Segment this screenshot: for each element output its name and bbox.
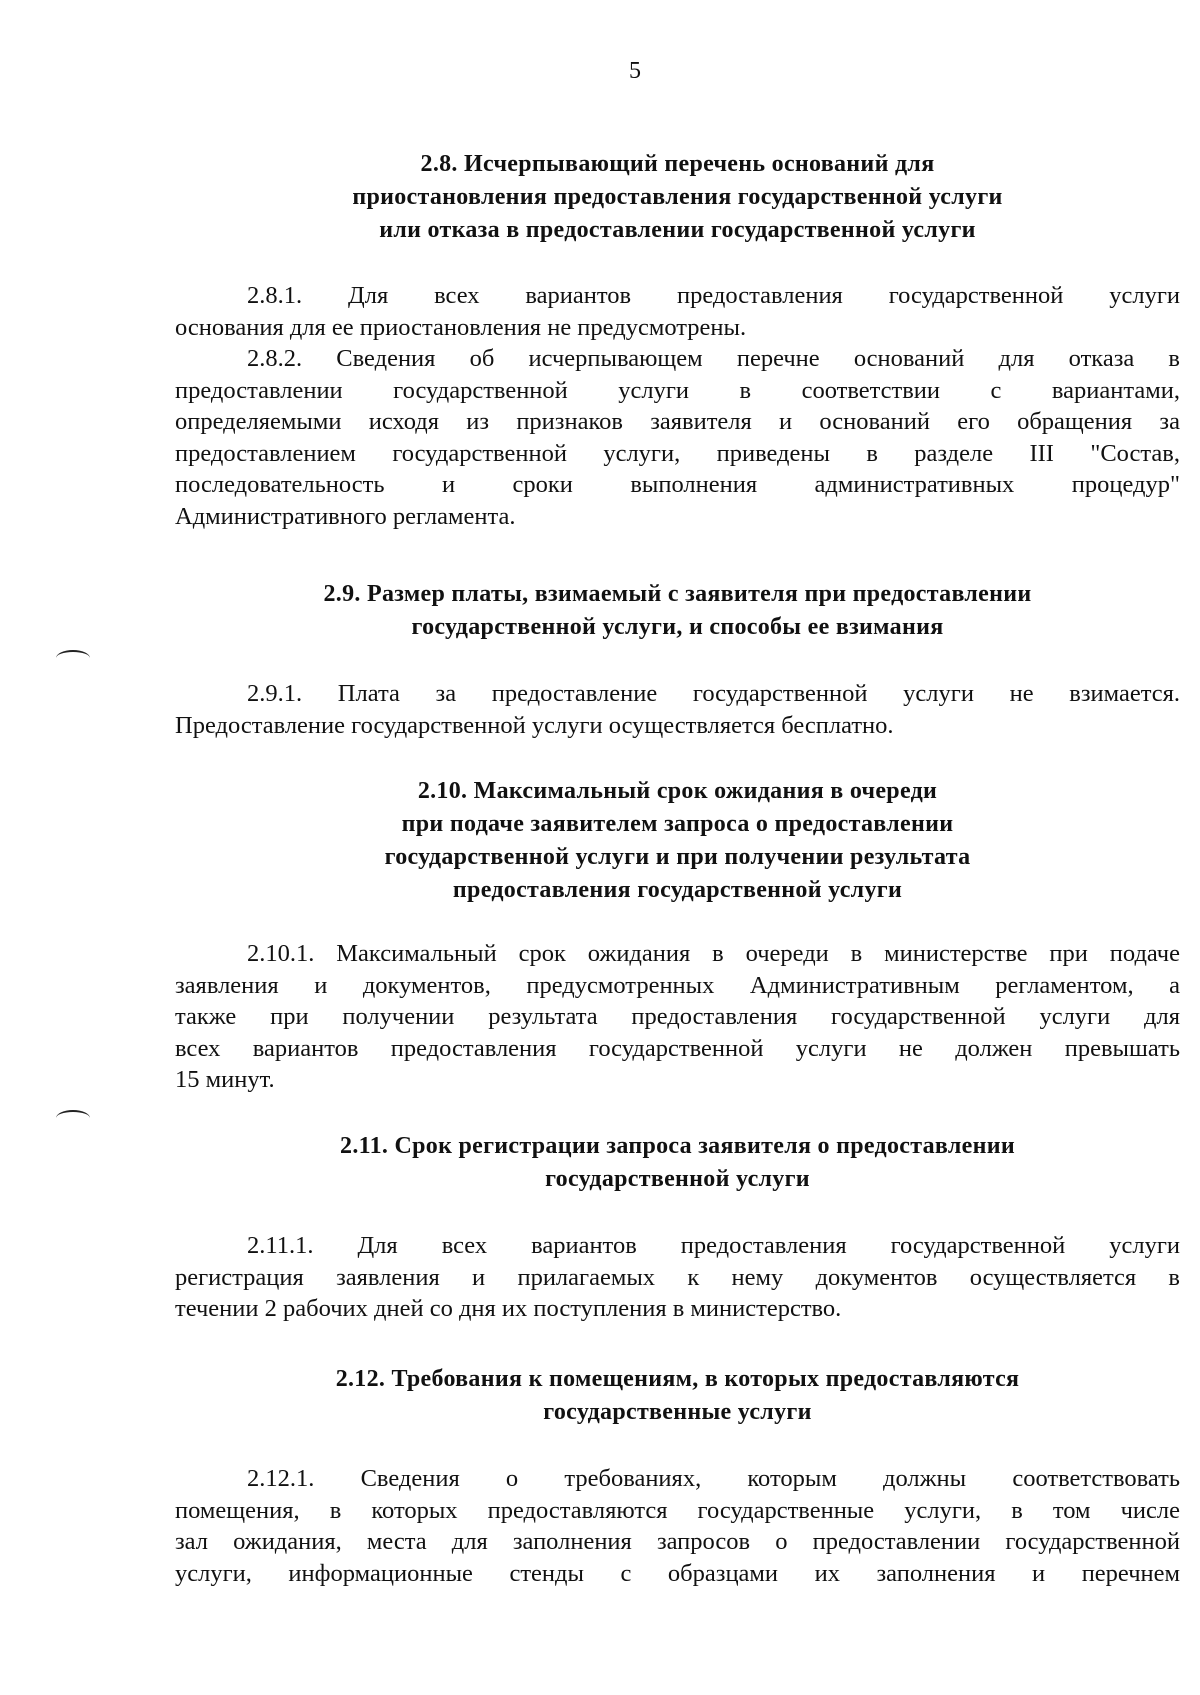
paragraph-line: всех вариантов предоставления государственной услуги не должен превышать: [175, 1034, 1180, 1062]
paragraph-line: 2.10.1. Максимальный срок ожидания в очереди в министерстве при подаче: [247, 940, 1180, 967]
paragraph-line: определяемыми исходя из признаков заявителя и оснований его обращения за: [175, 408, 1180, 435]
paragraph-line: последовательность и сроки выполнения административных процедур": [175, 471, 1180, 498]
heading-line: государственной услуги и при получении результата: [384, 844, 971, 870]
paragraph-2-12-1: [175, 1463, 1180, 1589]
paragraph-2-10-1: [175, 938, 1180, 1096]
heading-line: государственные услуги: [543, 1399, 812, 1425]
section-heading-2-10: [175, 775, 1180, 907]
paragraph-line: предоставлении государственной услуги в соответствии с вариантами,: [175, 376, 1180, 404]
margin-mark: [56, 650, 90, 666]
page-number: 5: [629, 58, 641, 84]
heading-line: государственной услуги: [545, 1166, 810, 1192]
section-heading-2-9: [175, 578, 1180, 644]
heading-line: при подаче заявителем запроса о предоставлении: [401, 811, 954, 837]
paragraph-2-11-1: [175, 1230, 1180, 1325]
margin-mark: [56, 1110, 90, 1126]
paragraph-line: 2.8.1. Для всех вариантов предоставления государственной услуги: [247, 282, 1180, 309]
paragraph-line: предоставлением государственной услуги, приведены в разделе III "Состав,: [175, 439, 1180, 467]
heading-line: предоставления государственной услуги: [452, 877, 903, 903]
paragraph-line: зал ожидания, места для заполнения запросов о предоставлении государственной: [175, 1528, 1180, 1555]
heading-line: приостановления предоставления государственной услуги: [352, 184, 1003, 210]
paragraph-line: услуги, информационные стенды с образцами их заполнения и перечнем: [175, 1559, 1180, 1587]
paragraph-line: 15 минут.: [175, 1066, 275, 1093]
section-heading-2-8: [175, 148, 1180, 247]
paragraph-line: заявления и документов, предусмотренных Административным регламентом, а: [175, 971, 1180, 999]
paragraph-line: 2.12.1. Сведения о требованиях, которым должны соответствовать: [247, 1465, 1180, 1492]
paragraph-line: Административного регламента.: [175, 502, 516, 530]
paragraph-line: течении 2 рабочих дней со дня их поступления в министерство.: [175, 1295, 842, 1322]
heading-line: 2.9. Размер платы, взимаемый с заявителя при предоставлении: [323, 581, 1032, 607]
paragraph-line: 2.9.1. Плата за предоставление государственной услуги не взимается.: [247, 680, 1180, 707]
paragraph-2-9-1: [175, 678, 1180, 741]
paragraph-line: также при получении результата предоставления государственной услуги для: [175, 1003, 1180, 1030]
paragraph-line: регистрация заявления и прилагаемых к нему документов осуществляется в: [175, 1263, 1180, 1291]
heading-line: 2.10. Максимальный срок ожидания в очереди: [417, 778, 938, 804]
paragraph-line: 2.8.2. Сведения об исчерпывающем перечне оснований для отказа в: [247, 345, 1180, 372]
heading-line: 2.11. Срок регистрации запроса заявителя о предоставлении: [340, 1133, 1015, 1159]
heading-line: 2.12. Требования к помещениям, в которых предоставляются: [335, 1366, 1020, 1392]
paragraph-line: Предоставление государственной услуги осуществляется бесплатно.: [175, 711, 894, 739]
heading-line: 2.8. Исчерпывающий перечень оснований для: [420, 151, 935, 177]
section-heading-2-11: [175, 1130, 1180, 1196]
section-heading-2-12: [175, 1363, 1180, 1429]
heading-line: или отказа в предоставлении государственной услуги: [379, 217, 976, 243]
paragraph-2-8-1: [175, 280, 1180, 343]
heading-line: государственной услуги, и способы ее взимания: [411, 614, 944, 640]
paragraph-2-8-2: [175, 343, 1180, 532]
paragraph-line: 2.11.1. Для всех вариантов предоставления государственной услуги: [247, 1232, 1180, 1259]
paragraph-line: основания для ее приостановления не предусмотрены.: [175, 313, 747, 341]
paragraph-line: помещения, в которых предоставляются государственные услуги, в том числе: [175, 1496, 1180, 1524]
